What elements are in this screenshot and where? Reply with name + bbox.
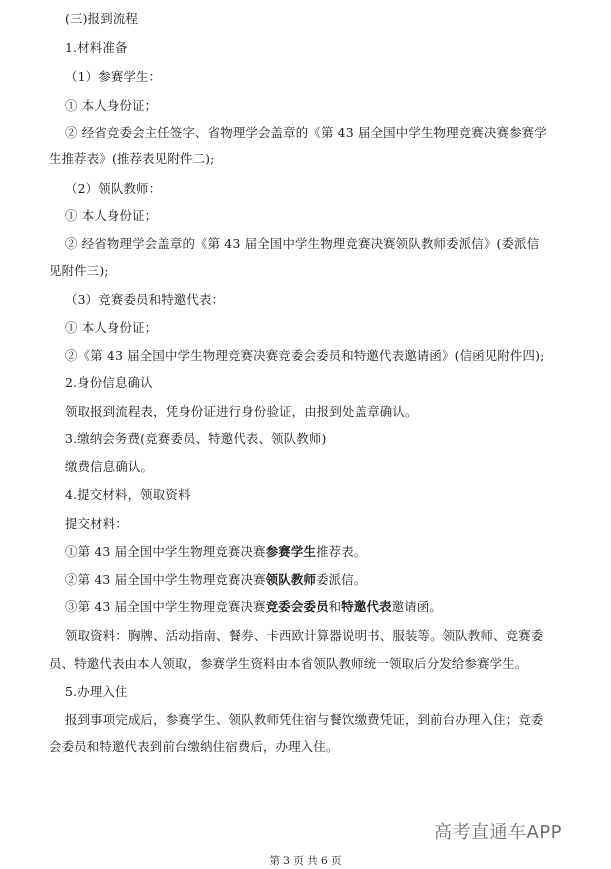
list-item: ① 本人身份证； (65, 98, 158, 113)
paragraph: 领取资料：胸牌、活动指南、餐券、卡西欧计算器说明书、服装等。领队教师、竞赛委 (65, 628, 544, 643)
paragraph: 提交材料： (65, 516, 128, 531)
text: 邀请函。 (391, 599, 443, 614)
page-footer: 第 3 页 共 6 页 (269, 855, 342, 867)
text: ③第 43 届全国中学生物理竞赛决赛 (65, 599, 266, 614)
paragraph: 报到事项完成后，参赛学生、领队教师凭住宿与餐饮缴费凭证，到前台办理入住；竞委 (65, 712, 544, 727)
item-teachers: （2）领队教师： (65, 181, 162, 196)
section-heading: (三)报到流程 (65, 11, 139, 26)
text: 委派信。 (316, 572, 367, 587)
list-item-continued: 生推荐表》(推荐表见附件二); (49, 151, 215, 166)
bold-text: 领队教师 (265, 572, 317, 587)
paragraph-continued: 会委员和特邀代表到前台缴纳住宿费后，办理入住。 (49, 739, 339, 754)
bold-text: 竞委会委员 (265, 599, 329, 614)
list-item (65, 572, 366, 588)
text: ②第 43 届全国中学生物理竞赛决赛 (65, 572, 266, 587)
list-item: ① 本人身份证； (65, 208, 158, 223)
text: 和 (328, 599, 342, 614)
bold-text: 特邀代表 (341, 599, 392, 614)
list-item: ② 经省竞委会主任签字、省物理学会盖章的《第 43 届全国中学生物理竞赛决赛参赛学 (65, 125, 547, 140)
subheading-identity: 2.身份信息确认 (65, 375, 153, 390)
item-committee: （3）竞赛委员和特邀代表： (65, 292, 225, 307)
text: 推荐表。 (316, 544, 367, 559)
list-item-continued: 见附件三); (49, 263, 109, 278)
watermark: 高考直通车APP (434, 822, 563, 843)
list-item (65, 599, 442, 615)
subheading-checkin: 5.办理入住 (65, 684, 128, 699)
paragraph-continued: 员、特邀代表由本人领取，参赛学生资料由本省领队教师统一领取后分发给参赛学生。 (49, 656, 528, 671)
paragraph: 领取报到流程表，凭身份证进行身份验证，由报到处盖章确认。 (65, 404, 418, 419)
subheading-fees: 3.缴纳会务费(竞赛委员、特邀代表、领队教师) (65, 431, 327, 446)
text: ①第 43 届全国中学生物理竞赛决赛 (65, 544, 266, 559)
list-item: ① 本人身份证； (65, 320, 158, 335)
list-item (65, 544, 366, 560)
subheading-submit: 4.提交材料，领取资料 (65, 487, 191, 502)
list-item: ②《第 43 届全国中学生物理竞赛决赛竞委会委员和特邀代表邀请函》(信函见附件四); (65, 348, 545, 363)
subheading-materials: 1.材料准备 (65, 40, 128, 55)
item-students: （1）参赛学生： (65, 69, 162, 84)
list-item: ② 经省物理学会盖章的《第 43 届全国中学生物理竞赛决赛领队教师委派信》(委派信 (65, 236, 540, 251)
bold-text: 参赛学生 (265, 544, 317, 559)
paragraph: 缴费信息确认。 (65, 459, 154, 474)
